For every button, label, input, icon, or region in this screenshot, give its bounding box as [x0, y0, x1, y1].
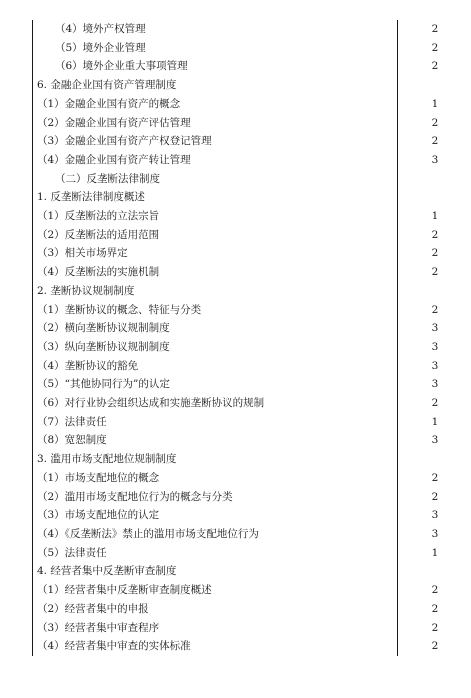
row-title: （1）反垄断法的立法宗旨 [33, 207, 398, 226]
row-level-value: 2 [398, 600, 471, 619]
row-level-value: 3 [398, 431, 471, 450]
row-level-value: 2 [398, 394, 471, 413]
table-row [33, 600, 471, 619]
row-title: 3. 滥用市场支配地位规制制度 [33, 450, 398, 469]
row-level-value: 1 [398, 207, 471, 226]
table-row [33, 188, 471, 207]
table-row [33, 619, 471, 638]
row-title: （3）经营者集中审查程序 [33, 619, 398, 638]
table-row [33, 319, 471, 338]
row-title: （3）纵向垄断协议规制制度 [33, 338, 398, 357]
row-title: （2）金融企业国有资产评估管理 [33, 114, 398, 133]
table-row [33, 469, 471, 488]
table-row [33, 57, 471, 76]
table-row [33, 562, 471, 581]
row-level-value: 2 [398, 488, 471, 507]
row-level-value: 2 [398, 39, 471, 58]
table-row [33, 544, 471, 563]
row-level-value: 2 [398, 301, 471, 320]
table-row [33, 20, 471, 39]
row-level-value: 2 [398, 20, 471, 39]
row-title: （7）法律责任 [33, 413, 398, 432]
table-row [33, 413, 471, 432]
table-row [33, 39, 471, 58]
table-row [33, 301, 471, 320]
row-level-value: 2 [398, 244, 471, 263]
row-level-value: 2 [398, 263, 471, 282]
row-title: （5）法律责任 [33, 544, 398, 563]
row-title: （4）《反垄断法》禁止的滥用市场支配地位行为 [33, 525, 398, 544]
row-level-value: 2 [398, 57, 471, 76]
row-title: （2）反垄断法的适用范围 [33, 226, 398, 245]
row-level-value: 1 [398, 413, 471, 432]
row-title: （3）金融企业国有资产产权登记管理 [33, 132, 398, 151]
table-row [33, 394, 471, 413]
row-level-value: 3 [398, 375, 471, 394]
row-title: （2）滥用市场支配地位行为的概念与分类 [33, 488, 398, 507]
row-title: （5）境外企业管理 [33, 39, 398, 58]
row-title: （3）相关市场界定 [33, 244, 398, 263]
row-level-value: 3 [398, 319, 471, 338]
row-level-value [398, 562, 471, 581]
table-row [33, 114, 471, 133]
table-row [33, 450, 471, 469]
table-row [33, 226, 471, 245]
row-level-value: 3 [398, 525, 471, 544]
row-title: 6. 金融企业国有资产管理制度 [33, 76, 398, 95]
row-level-value [398, 76, 471, 95]
row-level-value: 1 [398, 544, 471, 563]
row-level-value: 2 [398, 132, 471, 151]
row-title: （二）反垄断法律制度 [33, 170, 398, 189]
row-level-value: 2 [398, 637, 471, 656]
row-level-value: 3 [398, 151, 471, 170]
row-title: （4）金融企业国有资产转让管理 [33, 151, 398, 170]
row-level-value: 2 [398, 581, 471, 600]
table-row [33, 132, 471, 151]
table-row [33, 581, 471, 600]
row-title: （1）市场支配地位的概念 [33, 469, 398, 488]
table-row [33, 263, 471, 282]
row-level-value [398, 450, 471, 469]
row-title: （1）垄断协议的概念、特征与分类 [33, 301, 398, 320]
row-level-value: 2 [398, 226, 471, 245]
row-level-value: 2 [398, 114, 471, 133]
row-title: （4）境外产权管理 [33, 20, 398, 39]
table-row [33, 244, 471, 263]
row-title: （4）反垄断法的实施机制 [33, 263, 398, 282]
table-row [33, 207, 471, 226]
table-row [33, 151, 471, 170]
row-title: 4. 经营者集中反垄断审查制度 [33, 562, 398, 581]
table-row [33, 375, 471, 394]
row-level-value [398, 170, 471, 189]
table-row [33, 506, 471, 525]
row-title: （6）对行业协会组织达成和实施垄断协议的规制 [33, 394, 398, 413]
row-level-value: 2 [398, 469, 471, 488]
table-row [33, 76, 471, 95]
row-title: （1）金融企业国有资产的概念 [33, 95, 398, 114]
row-level-value: 3 [398, 357, 471, 376]
row-title: （3）市场支配地位的认定 [33, 506, 398, 525]
table-row [33, 338, 471, 357]
row-title: 2. 垄断协议规制制度 [33, 282, 398, 301]
table-row [33, 95, 471, 114]
row-title: （2）横向垄断协议规制制度 [33, 319, 398, 338]
row-level-value: 2 [398, 619, 471, 638]
row-title: （5）“其他协同行为”的认定 [33, 375, 398, 394]
row-title: （8）宽恕制度 [33, 431, 398, 450]
table-row [33, 357, 471, 376]
table-row [33, 170, 471, 189]
row-title: （6）境外企业重大事项管理 [33, 57, 398, 76]
row-title: （4）垄断协议的豁免 [33, 357, 398, 376]
table-row [33, 637, 471, 656]
row-title: 1. 反垄断法律制度概述 [33, 188, 398, 207]
syllabus-table-body [33, 20, 471, 656]
table-row [33, 282, 471, 301]
row-level-value: 3 [398, 338, 471, 357]
row-level-value [398, 282, 471, 301]
row-title: （4）经营者集中审查的实体标准 [33, 637, 398, 656]
row-level-value: 1 [398, 95, 471, 114]
syllabus-table [32, 20, 471, 656]
table-row [33, 525, 471, 544]
row-level-value [398, 188, 471, 207]
row-title: （1）经营者集中反垄断审查制度概述 [33, 581, 398, 600]
row-title: （2）经营者集中的申报 [33, 600, 398, 619]
table-row [33, 431, 471, 450]
table-row [33, 488, 471, 507]
row-level-value: 3 [398, 506, 471, 525]
